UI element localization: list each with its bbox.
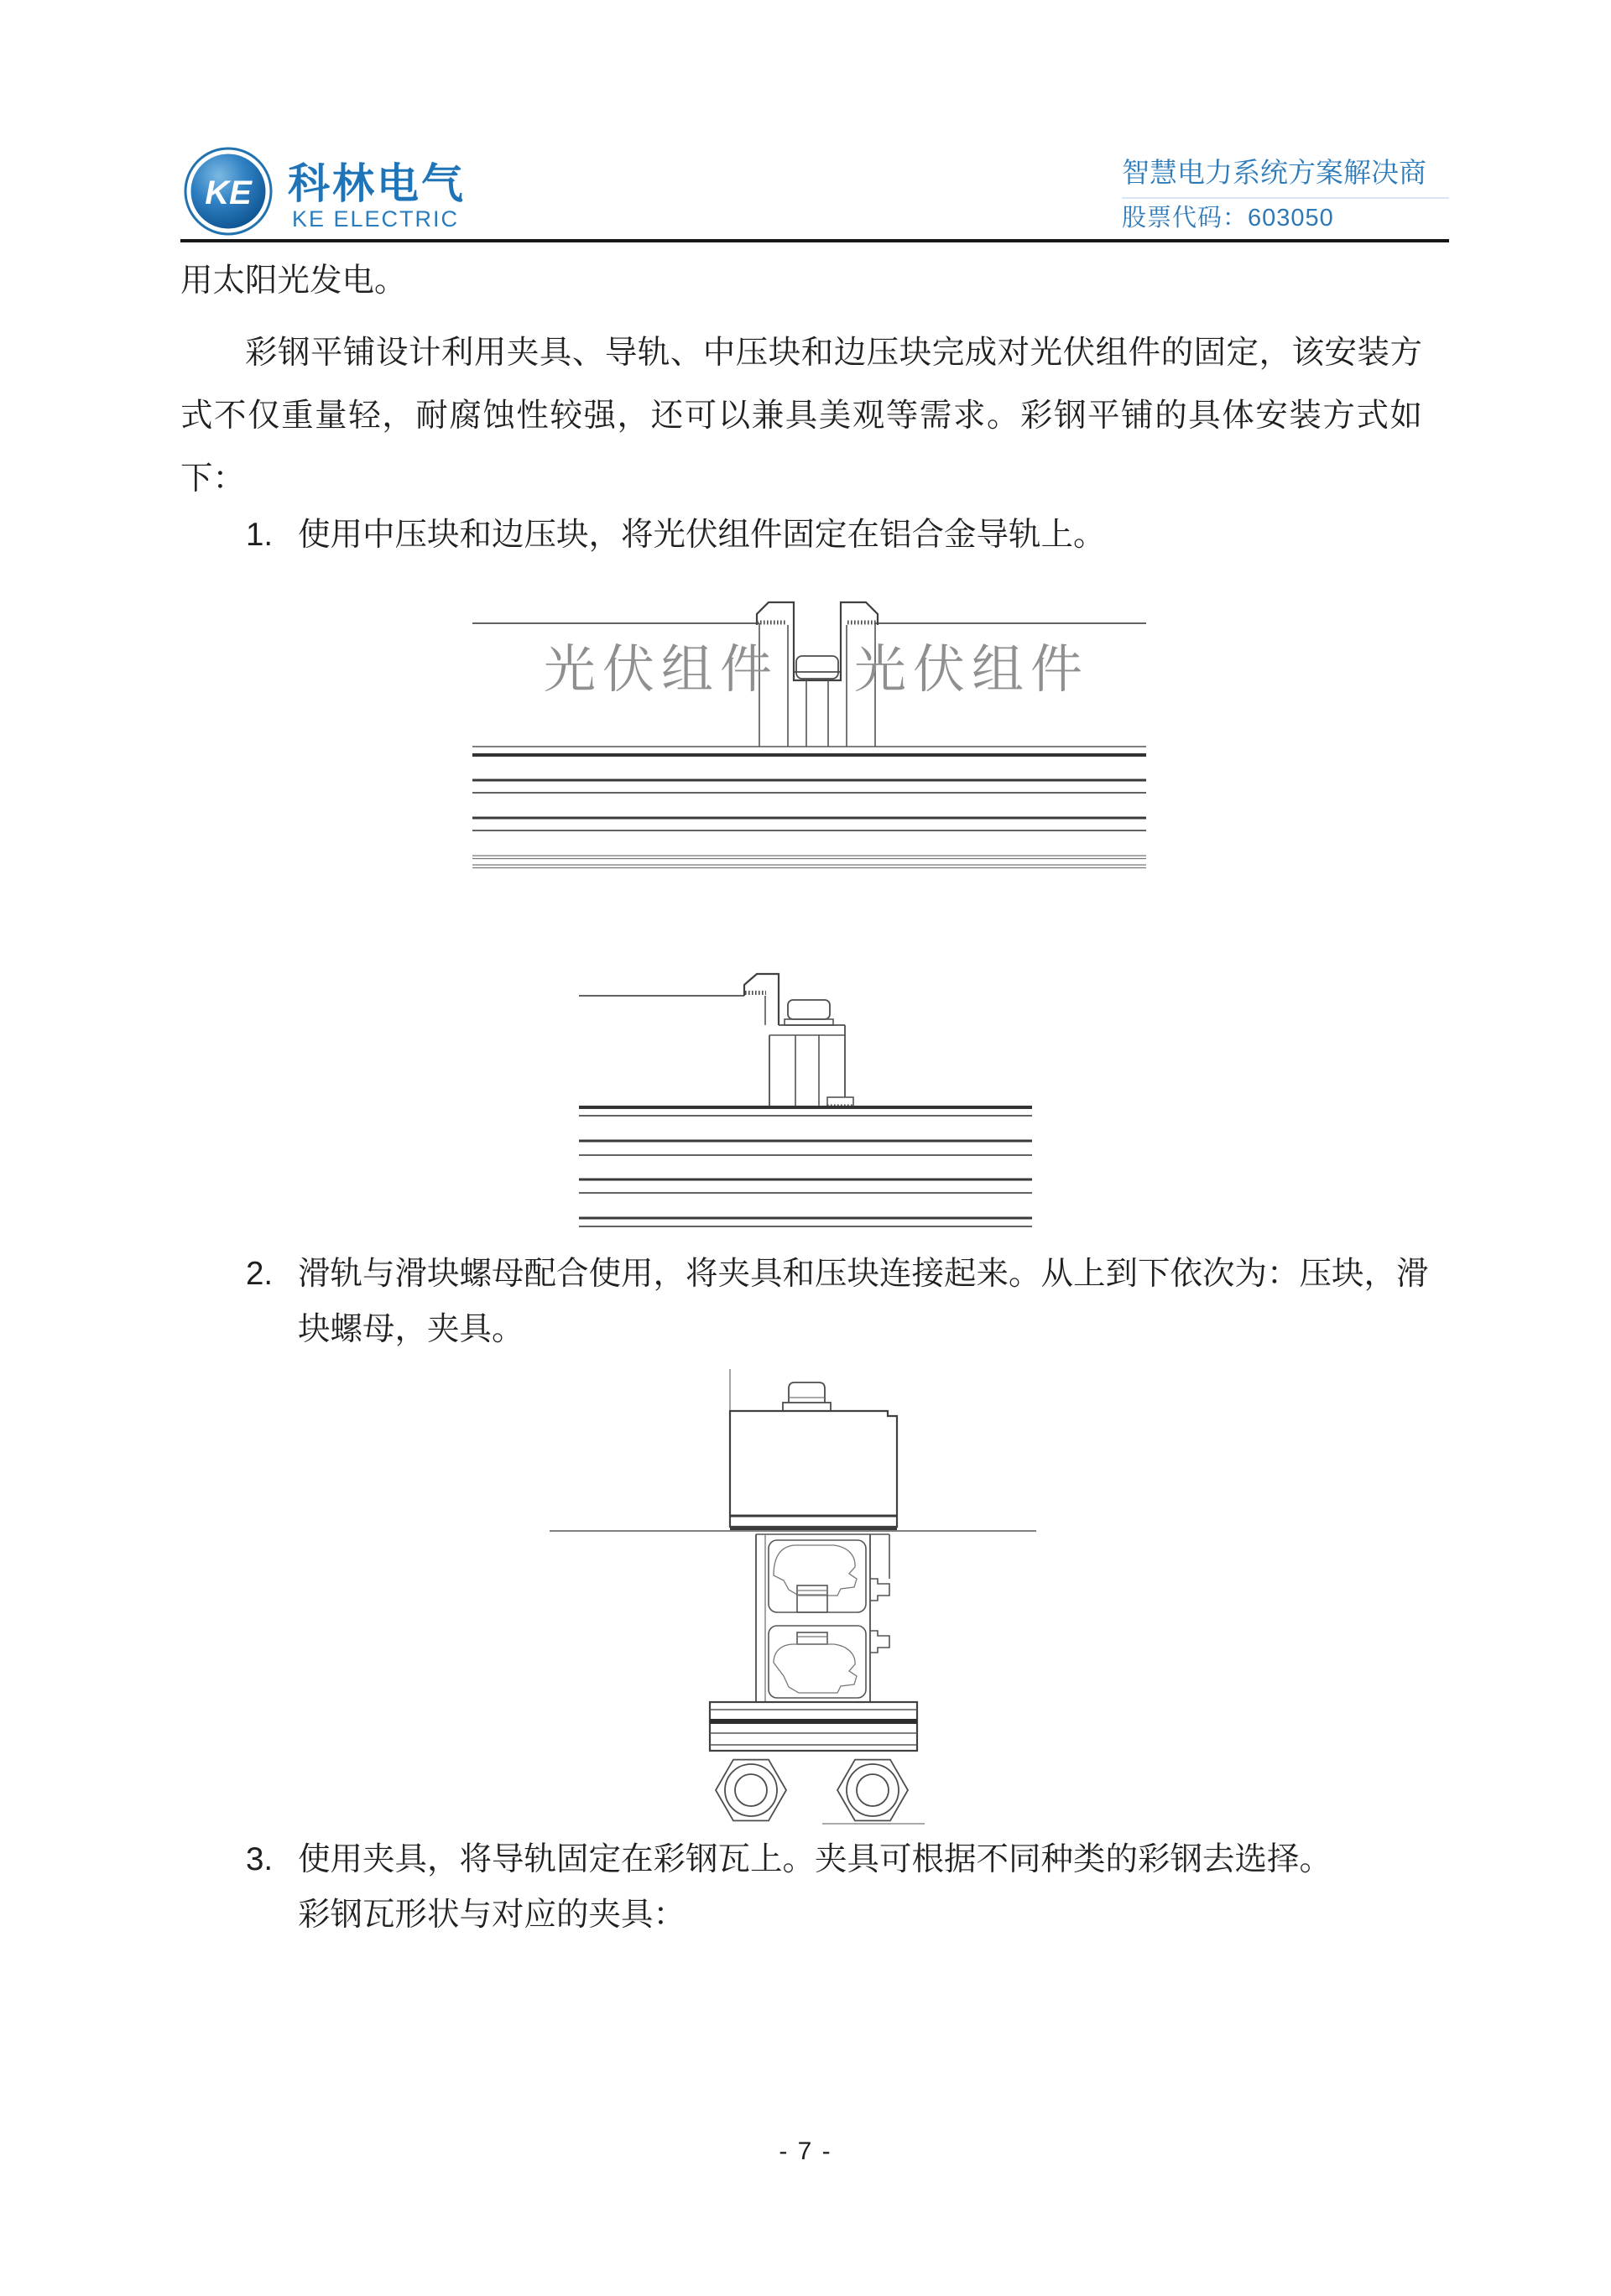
company-tagline: 智慧电力系统方案解决商: [1122, 157, 1449, 199]
page-number: - 7 -: [779, 2137, 832, 2165]
ke-logo-icon: [184, 147, 273, 236]
rail-assembly-drawing-icon: [545, 1367, 1040, 1825]
logo-monogram: KE: [205, 174, 252, 211]
intro-line: 用太阳光发电。: [180, 263, 407, 299]
body-paragraph: 彩钢平铺设计利用夹具、导轨、中压块和边压块完成对光伏组件的固定，该安装方式不仅重量轻，耐腐蚀性较强，还可以兼具美观等需求。彩钢平铺的具体安装方式如下：: [180, 335, 1422, 497]
header-right-block: [1122, 157, 1449, 232]
step-text: 使用夹具，将导轨固定在彩钢瓦上。夹具可根据不同种类的彩钢去选择。: [298, 1841, 1332, 1877]
step-number: 1.: [246, 517, 274, 553]
step-item-3: [246, 1832, 1435, 1943]
figure-edge-clamp: [579, 948, 1032, 1229]
mid-clamp-drawing-icon: [470, 591, 1166, 881]
company-logo: [184, 147, 273, 236]
step-text: 使用中压块和边压块，将光伏组件固定在铝合金导轨上。: [298, 517, 1106, 553]
header-divider: [180, 239, 1449, 242]
pv-module-label-right: 光伏组件: [853, 641, 1090, 699]
figure-rail-assembly: [545, 1367, 1040, 1825]
stock-code: 股票代码：603050: [1122, 205, 1334, 232]
step-number: 3.: [246, 1841, 274, 1877]
step-text: 滑轨与滑块螺母配合使用，将夹具和压块连接起来。从上到下依次为：压块，滑块螺母，夹具。: [298, 1256, 1429, 1347]
step-item-2: [246, 1247, 1435, 1357]
edge-clamp-drawing-icon: [579, 948, 1032, 1229]
step-subline: 彩钢瓦形状与对应的夹具：: [298, 1897, 686, 1933]
step-number: 2.: [246, 1256, 274, 1292]
company-name-en: KE ELECTRIC: [292, 206, 460, 232]
company-name-cn: 科林电气: [288, 160, 466, 207]
step-item-1: [246, 508, 1435, 563]
pv-module-label-left: 光伏组件: [543, 641, 779, 699]
figure-mid-clamp: [470, 591, 1166, 881]
